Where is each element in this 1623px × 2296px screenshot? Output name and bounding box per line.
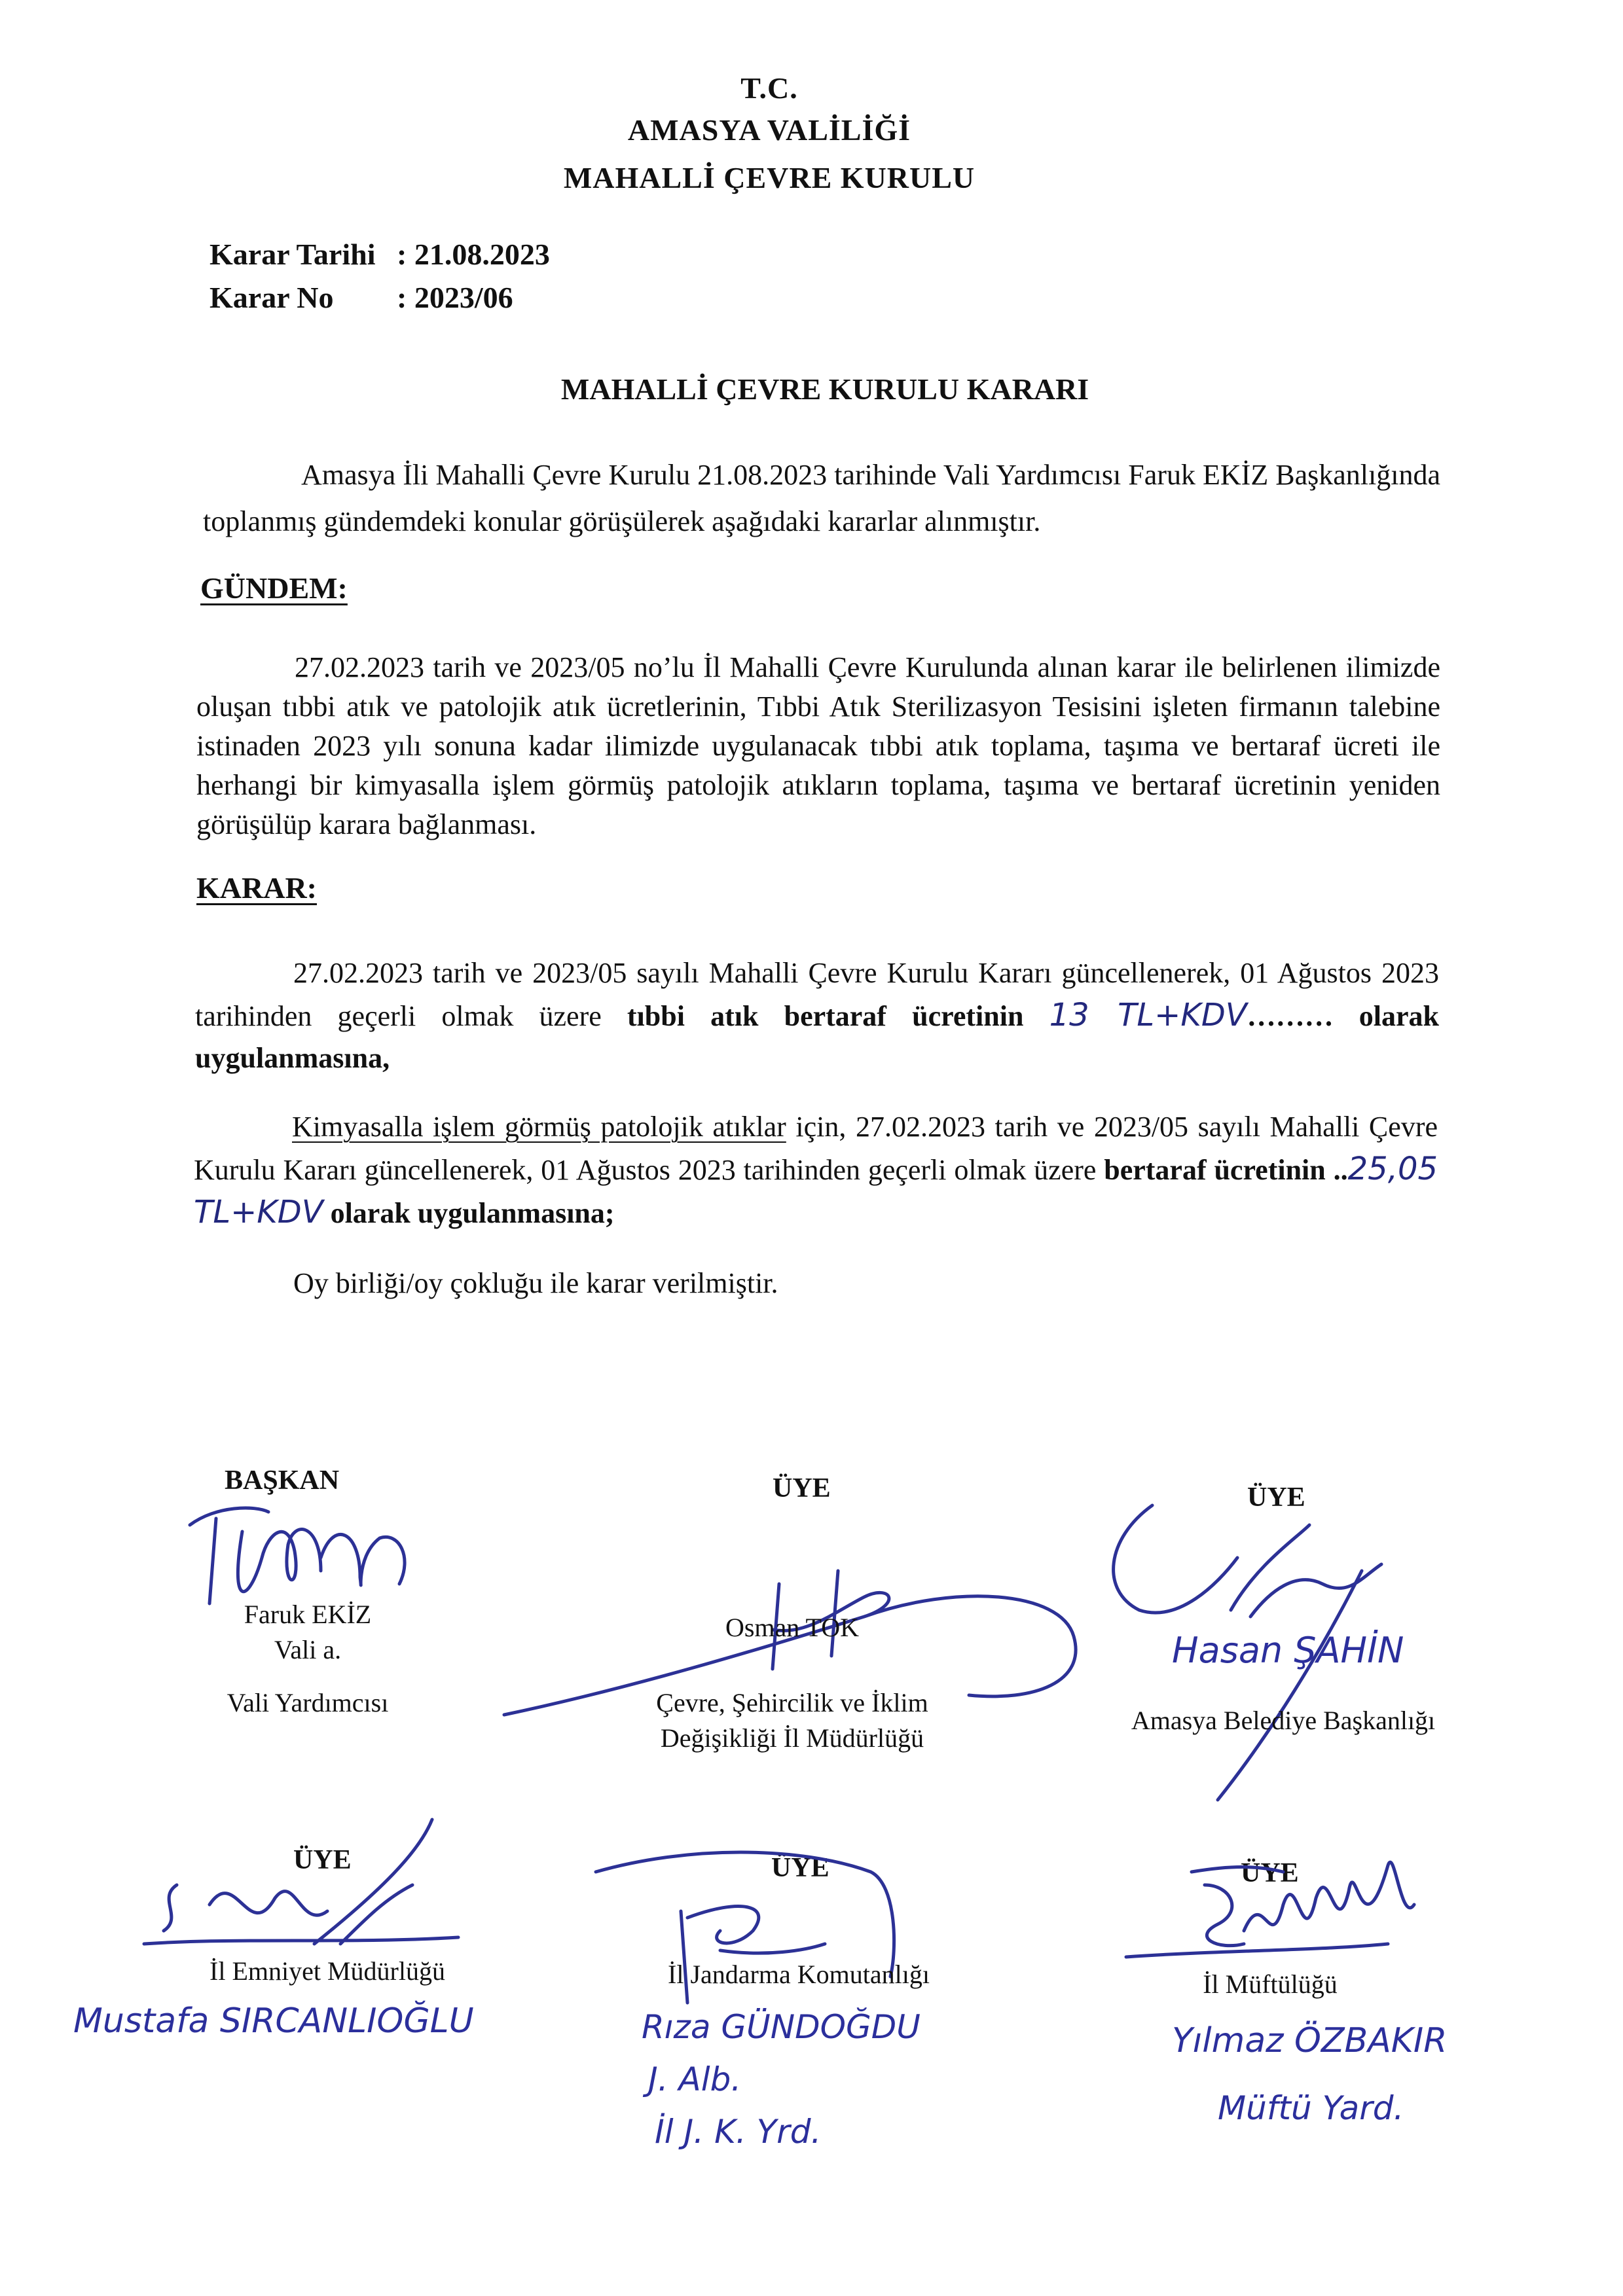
decision-no-value: : 2023/06 <box>397 281 513 314</box>
document-title: MAHALLİ ÇEVRE KURULU KARARI <box>560 372 1089 406</box>
agenda-paragraph: 27.02.2023 tarih ve 2023/05 no’lu İl Mahalli Çevre Kurulunda alınan karar ile belirlenen ilimizde oluşan tıbbi atık ve patolojik atık ücretlerinin, Tıbbi Atık Sterilizasyon Tesisini işleten firmanın talebine istinaden 2023 yılı sonuna kadar ilimizde uygulanacak tıbbi atık toplama, taşıma ve bertaraf ücreti ile herhangi bir kimyasalla işlem görmüş patolojik atıkların toplama, taşıma ve bertaraf ücretinin yeniden görüşülüp karara bağlanması. <box>196 651 1440 840</box>
decision-p2-end: olarak uygulanmasına; <box>330 1197 615 1229</box>
member5-role: ÜYE <box>1241 1858 1299 1888</box>
header-tc: T.C. <box>740 71 798 105</box>
member5-handwritten-name: Yılmaz ÖZBAKIR <box>1172 2021 1448 2060</box>
member1-line3: Değişikliği İl Müdürlüğü <box>660 1723 924 1753</box>
member3-role: ÜYE <box>293 1845 352 1875</box>
decision-p1-bold: tıbbi atık bertaraf ücretinin <box>627 1000 1024 1032</box>
member4-handwritten-name: Rıza GÜNDOĞDU <box>642 2008 921 2046</box>
member4-handwritten-rank: J. Alb. <box>648 2060 742 2098</box>
decision-date-label: Karar Tarihi <box>210 238 376 271</box>
pathological-waste-phrase: Kimyasalla işlem görmüş patolojik atıklar <box>292 1111 786 1143</box>
decision-heading: KARAR: <box>196 871 317 905</box>
medical-waste-fee-handwritten: 13 TL+KDV <box>1049 997 1247 1033</box>
member2-role: ÜYE <box>1247 1482 1305 1513</box>
closing-sentence: Oy birliği/oy çokluğu ile karar verilmiştir. <box>293 1267 778 1299</box>
decision-p2-bold: bertaraf ücretinin <box>1104 1154 1326 1186</box>
member4-handwritten-office: İl J. K. Yrd. <box>655 2113 822 2151</box>
decision-p2-dots: .. <box>1333 1154 1348 1186</box>
member1-line2: Çevre, Şehircilik ve İklim <box>656 1688 928 1717</box>
member4-title: İl Jandarma Komutanlığı <box>668 1960 930 1989</box>
member2-title: Amasya Belediye Başkanlığı <box>1131 1706 1436 1735</box>
decision-p1-end: olarak uygulanmasına, <box>195 1000 1440 1074</box>
decision-paragraph-2 <box>194 1106 1438 1234</box>
decision-p1-dots: ……… <box>1247 1000 1334 1032</box>
chair-name: Faruk EKİZ <box>244 1600 372 1629</box>
decision-paragraph-1 <box>195 952 1439 1079</box>
intro-paragraph: Amasya İli Mahalli Çevre Kurulu 21.08.2023 tarihinde Vali Yardımcısı Faruk EKİZ Başkanlığında toplanmış gündemdeki konular görüşülerek aşağıdaki kararlar alınmıştır. <box>203 459 1440 537</box>
decision-date-value: : 21.08.2023 <box>397 238 550 271</box>
decision-p2-text: için, 27.02.2023 tarih ve 2023/05 sayılı Mahalli Çevre Kurulu Kararı güncellenerek, 01 Ağustos 2023 tarihinden geçerli olmak üzere <box>194 1111 1438 1186</box>
member1-name: Osman TOK <box>725 1613 860 1642</box>
member4-role: ÜYE <box>771 1853 830 1883</box>
decision-no-label: Karar No <box>210 281 334 314</box>
member1-role: ÜYE <box>773 1473 831 1503</box>
header-kurul: MAHALLİ ÇEVRE KURULU <box>563 161 976 194</box>
chair-line2: Vali a. <box>274 1635 342 1664</box>
member2-handwritten-name: Hasan ŞAHİN <box>1172 1630 1404 1671</box>
chair-role: BAŞKAN <box>225 1465 340 1496</box>
member3-title: İl Emniyet Müdürlüğü <box>210 1956 445 1986</box>
member5-title: İl Müftülüğü <box>1203 1969 1338 1999</box>
agenda-heading: GÜNDEM: <box>200 571 348 605</box>
member3-handwritten-name: Mustafa SIRCANLIOĞLU <box>73 2001 474 2041</box>
decision-p1-text: 27.02.2023 tarih ve 2023/05 sayılı Mahalli Çevre Kurulu Kararı güncellenerek, 01 Ağustos 2023 tarihinden geçerli olmak üzere <box>195 957 1439 1032</box>
member5-handwritten-title: Müftü Yard. <box>1218 2089 1404 2127</box>
pathological-waste-fee-handwritten: 25,05 TL+KDV <box>194 1151 1438 1230</box>
header-valilik: AMASYA VALİLİĞİ <box>627 113 911 147</box>
chair-title: Vali Yardımcısı <box>227 1688 389 1717</box>
